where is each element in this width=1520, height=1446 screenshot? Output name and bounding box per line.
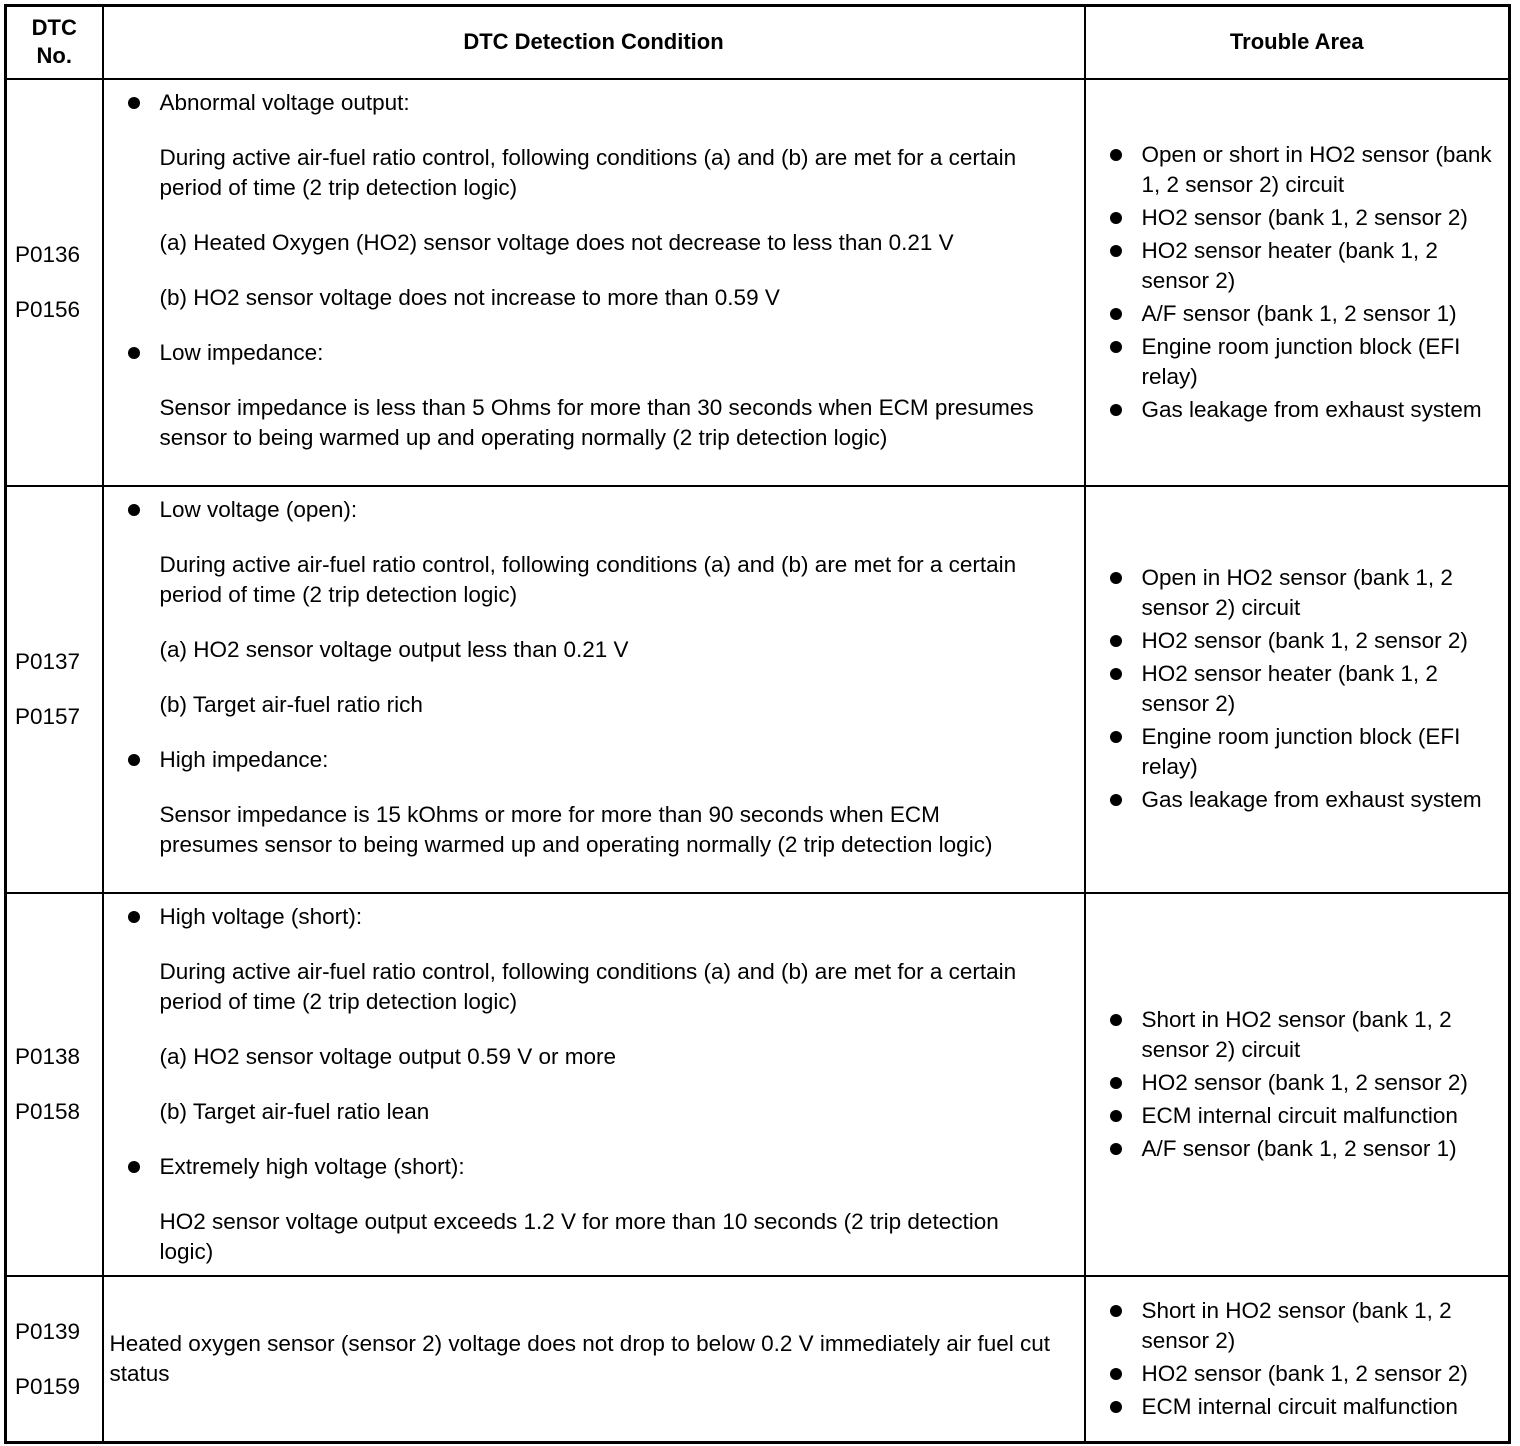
trouble-area-text: ECM internal circuit malfunction — [1141, 1102, 1458, 1128]
bullet-icon — [1110, 404, 1122, 416]
trouble-area-text: Engine room junction block (EFI relay) — [1141, 333, 1461, 389]
bullet-icon — [1110, 149, 1122, 161]
bullet-icon — [1110, 1401, 1122, 1413]
bullet-icon — [128, 504, 140, 516]
table-row — [6, 893, 1510, 1276]
bullet-icon — [1110, 1077, 1122, 1089]
bullet-icon — [128, 911, 140, 923]
trouble-area-cell — [1085, 486, 1510, 893]
trouble-area-text: HO2 sensor (bank 1, 2 sensor 2) — [1141, 1360, 1468, 1386]
trouble-area-item — [1094, 203, 1501, 233]
bullet-icon — [1110, 341, 1122, 353]
trouble-area-text: HO2 sensor (bank 1, 2 sensor 2) — [1141, 204, 1468, 230]
dtc-code-cell — [6, 486, 103, 893]
dtc-table — [4, 4, 1511, 1444]
condition-paragraph: (b) Target air-fuel ratio lean — [159, 1098, 430, 1124]
trouble-area-item — [1094, 1005, 1501, 1065]
header-detection-condition: DTC Detection Condition — [103, 6, 1085, 79]
condition-paragraph: (a) HO2 sensor voltage output less than 0.21 V — [159, 636, 629, 662]
trouble-area-text: HO2 sensor heater (bank 1, 2 sensor 2) — [1141, 237, 1438, 293]
condition-list — [104, 902, 1084, 1275]
condition-item — [104, 338, 1084, 368]
trouble-area-item — [1094, 563, 1501, 623]
condition-paragraph: During active air-fuel ratio control, following conditions (a) and (b) are met for a certain period of time (2 trip detection logic) — [159, 144, 1017, 200]
trouble-area-item — [1094, 1068, 1501, 1098]
trouble-area-cell — [1085, 893, 1510, 1276]
dtc-code: P0138 — [15, 1044, 81, 1069]
condition-paragraph: (b) HO2 sensor voltage does not increase to more than 0.59 V — [159, 284, 780, 310]
bullet-icon — [1110, 1110, 1122, 1122]
condition-heading: High voltage (short): — [159, 903, 363, 929]
condition-paragraph: During active air-fuel ratio control, following conditions (a) and (b) are met for a certain period of time (2 trip detection logic) — [159, 958, 1017, 1014]
condition-item — [104, 1152, 1084, 1182]
trouble-area-text: Gas leakage from exhaust system — [1141, 787, 1482, 812]
table-row — [6, 1276, 1510, 1443]
dtc-code: P0139 — [15, 1318, 81, 1344]
trouble-area-item — [1094, 1296, 1501, 1356]
dtc-code: P0159 — [15, 1373, 81, 1399]
trouble-area-text: Open in HO2 sensor (bank 1, 2 sensor 2) circuit — [1141, 565, 1453, 620]
trouble-area-cell — [1085, 1276, 1510, 1443]
trouble-area-text: HO2 sensor (bank 1, 2 sensor 2) — [1141, 1069, 1468, 1095]
condition-heading: Extremely high voltage (short): — [159, 1153, 465, 1179]
bullet-icon — [1110, 635, 1122, 647]
condition-paragraph: Sensor impedance is less than 5 Ohms for more than 30 seconds when ECM presumes sensor to being warmed up and operating normally (2 trip detection logic) — [159, 394, 1034, 450]
trouble-area-text: Short in HO2 sensor (bank 1, 2 sensor 2) circuit — [1141, 1006, 1452, 1062]
bullet-icon — [1110, 1305, 1122, 1317]
condition-item — [104, 745, 1084, 775]
trouble-area-item — [1094, 395, 1501, 425]
bullet-icon — [128, 1161, 140, 1173]
trouble-area-item — [1094, 785, 1501, 815]
dtc-code: P0157 — [15, 704, 81, 729]
detection-condition-cell — [103, 79, 1085, 486]
trouble-area-item — [1094, 659, 1501, 719]
bullet-icon — [1110, 668, 1122, 680]
dtc-code: P0156 — [15, 297, 81, 322]
dtc-code-cell — [6, 893, 103, 1276]
table-header — [6, 6, 1510, 79]
trouble-area-item — [1094, 299, 1501, 329]
condition-heading: High impedance: — [159, 746, 329, 772]
condition-item — [104, 902, 1084, 932]
bullet-icon — [1110, 1014, 1122, 1026]
trouble-area-item — [1094, 722, 1501, 782]
trouble-area-text: Open or short in HO2 sensor (bank 1, 2 sensor 2) circuit — [1141, 141, 1492, 197]
condition-item — [104, 88, 1084, 118]
condition-list — [104, 495, 1084, 868]
table-row — [6, 79, 1510, 486]
table-body — [6, 79, 1510, 1443]
trouble-area-item — [1094, 332, 1501, 392]
bullet-icon — [128, 347, 140, 359]
trouble-area-text: HO2 sensor heater (bank 1, 2 sensor 2) — [1141, 661, 1438, 716]
condition-paragraph: Sensor impedance is 15 kOhms or more for more than 90 seconds when ECM presumes sensor to being warmed up and operating normally (2 trip detection logic) — [159, 801, 993, 857]
trouble-area-text: Short in HO2 sensor (bank 1, 2 sensor 2) — [1141, 1297, 1452, 1353]
bullet-icon — [1110, 245, 1122, 257]
header-dtc-no: DTC No. — [6, 6, 103, 79]
condition-list — [104, 88, 1084, 461]
condition-heading: Low impedance: — [159, 339, 324, 365]
detection-condition-cell — [103, 893, 1085, 1276]
bullet-icon — [128, 97, 140, 109]
trouble-area-item — [1094, 236, 1501, 296]
trouble-area-text: Engine room junction block (EFI relay) — [1141, 724, 1461, 779]
condition-paragraph: (a) Heated Oxygen (HO2) sensor voltage does not decrease to less than 0.21 V — [159, 229, 954, 255]
trouble-area-text: Gas leakage from exhaust system — [1141, 396, 1482, 422]
trouble-area-item — [1094, 1101, 1501, 1131]
header-trouble-area: Trouble Area — [1085, 6, 1510, 79]
bullet-icon — [1110, 212, 1122, 224]
trouble-area-item — [1094, 140, 1501, 200]
condition-heading: Low voltage (open): — [159, 496, 358, 522]
detection-condition-cell — [103, 1276, 1085, 1443]
trouble-area-text: ECM internal circuit malfunction — [1141, 1393, 1458, 1419]
bullet-icon — [1110, 1368, 1122, 1380]
condition-paragraph: (b) Target air-fuel ratio rich — [159, 691, 423, 717]
condition-item — [104, 495, 1084, 525]
condition-paragraph: HO2 sensor voltage output exceeds 1.2 V for more than 10 seconds (2 trip detection logic) — [159, 1208, 999, 1264]
trouble-area-item — [1094, 626, 1501, 656]
bullet-icon — [1110, 731, 1122, 743]
trouble-area-text: HO2 sensor (bank 1, 2 sensor 2) — [1141, 628, 1468, 653]
trouble-area-item — [1094, 1392, 1501, 1422]
trouble-area-text: A/F sensor (bank 1, 2 sensor 1) — [1141, 1135, 1457, 1161]
dtc-code: P0158 — [15, 1099, 81, 1124]
dtc-code: P0137 — [15, 649, 81, 674]
trouble-area-item — [1094, 1359, 1501, 1389]
condition-text: Heated oxygen sensor (sensor 2) voltage does not drop to below 0.2 V immediately air fuel cut status — [109, 1330, 1051, 1386]
condition-paragraph: During active air-fuel ratio control, following conditions (a) and (b) are met for a certain period of time (2 trip detection logic) — [159, 551, 1017, 607]
dtc-code-cell — [6, 79, 103, 486]
condition-paragraph: (a) HO2 sensor voltage output 0.59 V or more — [159, 1043, 616, 1069]
dtc-code-cell — [6, 1276, 103, 1443]
trouble-area-item — [1094, 1134, 1501, 1164]
trouble-area-text: A/F sensor (bank 1, 2 sensor 1) — [1141, 300, 1457, 326]
condition-heading: Abnormal voltage output: — [159, 89, 410, 115]
bullet-icon — [1110, 572, 1122, 584]
dtc-code: P0136 — [15, 242, 81, 267]
bullet-icon — [1110, 794, 1122, 806]
header-row — [6, 6, 1510, 79]
table-row — [6, 486, 1510, 893]
bullet-icon — [128, 754, 140, 766]
bullet-icon — [1110, 1143, 1122, 1155]
trouble-area-cell — [1085, 79, 1510, 486]
detection-condition-cell — [103, 486, 1085, 893]
bullet-icon — [1110, 308, 1122, 320]
